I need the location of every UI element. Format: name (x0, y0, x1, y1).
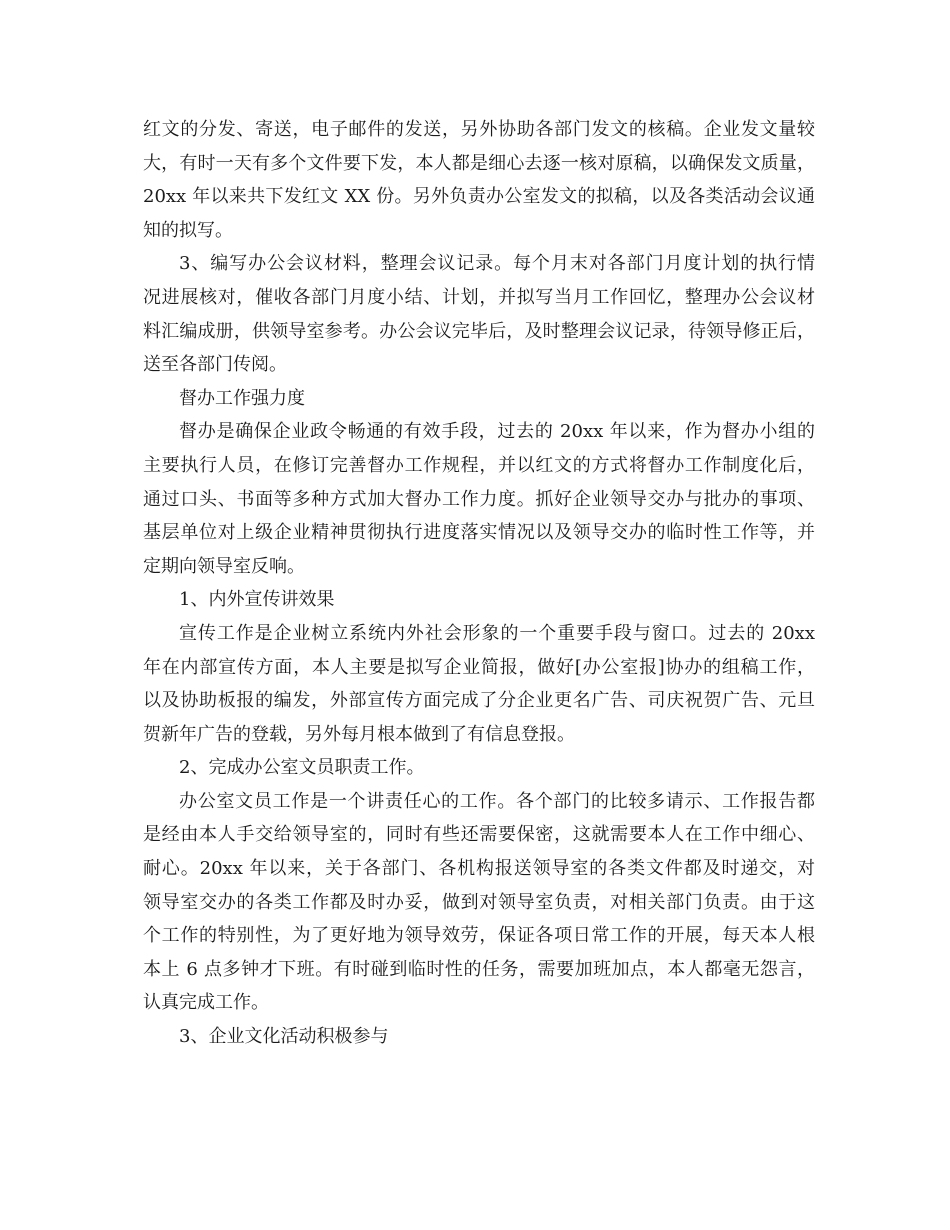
text-line: 督办是确保企业政令畅通的有效手段，过去的 20xx 年以来，作为督办小组的 (179, 421, 815, 443)
text-line: 通过口头、书面等多种方式加大督办工作力度。抓好企业领导交办与批办的事项、 (143, 488, 815, 510)
text-line: 认真完成工作。 (143, 992, 269, 1014)
text-line: 定期向领导室反响。 (143, 555, 305, 577)
text-line: 领导室交办的各类工作都及时办妥，做到对领导室负责，对相关部门负责。由于这 (143, 891, 815, 913)
section-heading: 3、企业文化活动积极参与 (179, 1026, 389, 1048)
text-line: 贺新年广告的登载，另外每月根本做到了有信息登报。 (143, 723, 575, 745)
text-line: 是经由本人手交给领导室的，同时有些还需要保密，这就需要本人在工作中细心、 (143, 824, 815, 846)
text-line: 3、编写办公会议材料，整理会议记录。每个月末对各部门月度计划的执行情 (179, 253, 815, 275)
text-line: 料汇编成册，供领导室参考。办公会议完毕后，及时整理会议记录，待领导修正后， (143, 320, 815, 342)
text-line: 基层单位对上级企业精神贯彻执行进度落实情况以及领导交办的临时性工作等，并 (143, 522, 815, 544)
text-line: 主要执行人员，在修订完善督办工作规程，并以红文的方式将督办工作制度化后， (143, 454, 815, 476)
section-heading: 1、内外宣传讲效果 (179, 589, 335, 611)
text-line: 况进展核对，催收各部门月度小结、计划，并拟写当月工作回忆，整理办公会议材 (143, 286, 815, 308)
text-line: 耐心。20xx 年以来，关于各部门、各机构报送领导室的各类文件都及时递交，对 (143, 858, 815, 880)
text-line: 知的拟写。 (143, 219, 233, 241)
text-line: 红文的分发、寄送，电子邮件的发送，另外协助各部门发文的核稿。企业发文量较 (143, 119, 815, 140)
text-line: 以及协助板报的编发，外部宣传方面完成了分企业更名广告、司庆祝贺广告、元旦 (143, 690, 815, 712)
text-line: 宣传工作是企业树立系统内外社会形象的一个重要手段与窗口。过去的 20xx (179, 622, 815, 644)
text-line: 大，有时一天有多个文件要下发，本人都是细心去逐一核对原稿，以确保发文质量， (143, 152, 815, 174)
text-line: 年在内部宣传方面，本人主要是拟写企业简报，做好[办公室报]协办的组稿工作， (143, 656, 815, 678)
text-line: 本上 6 点多钟才下班。有时碰到临时性的任务，需要加班加点，本人都毫无怨言， (143, 958, 815, 980)
text-line: 20xx 年以来共下发红文 XX 份。另外负责办公室发文的拟稿，以及各类活动会议通 (143, 186, 815, 208)
text-line: 办公室文员工作是一个讲责任心的工作。各个部门的比较多请示、工作报告都 (179, 790, 815, 812)
section-heading: 2、完成办公室文员职责工作。 (179, 757, 425, 779)
section-heading: 督办工作强力度 (179, 387, 305, 409)
text-line: 个工作的特别性，为了更好地为领导效劳，保证各项日常工作的开展，每天本人根 (143, 925, 815, 947)
document-body (143, 113, 815, 1054)
text-line: 送至各部门传阅。 (143, 354, 287, 376)
